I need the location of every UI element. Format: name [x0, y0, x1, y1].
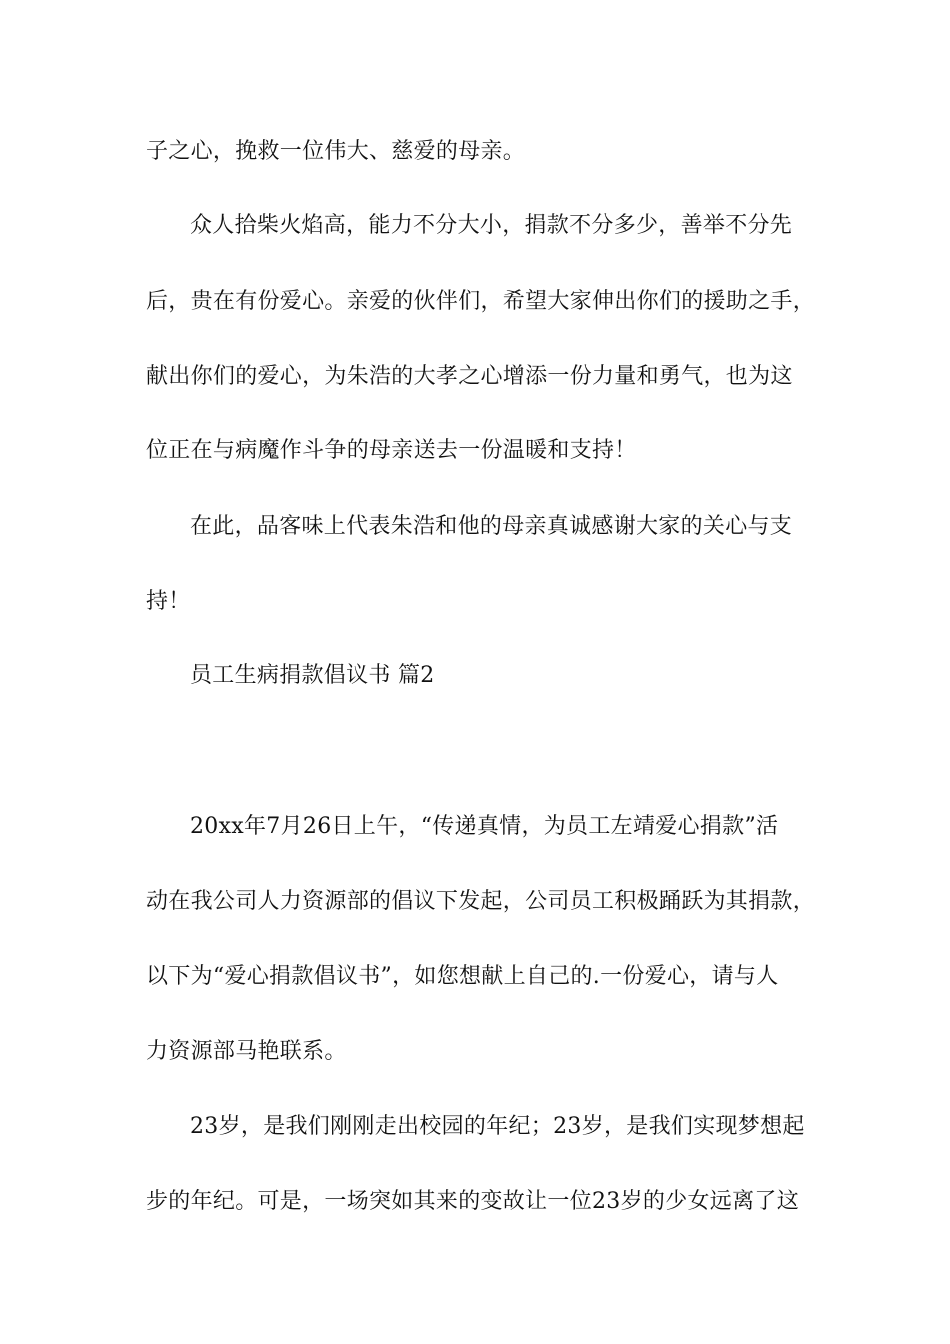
paragraph-line: 献出你们的爱心，为朱浩的大孝之心增添一份力量和勇气，也为这	[146, 364, 793, 389]
paragraph-line: 持！	[146, 589, 191, 614]
paragraph-line: 23岁，是我们刚刚走出校园的年纪；23岁，是我们实现梦想起	[190, 1114, 805, 1139]
paragraph-line: 众人拾柴火焰高，能力不分大小，捐款不分多少，善举不分先	[190, 213, 793, 238]
section-heading: 员工生病捐款倡议书 篇2	[190, 663, 435, 688]
paragraph-line: 在此，品客味上代表朱浩和他的母亲真诚感谢大家的关心与支	[190, 514, 793, 539]
paragraph-line: 位正在与病魔作斗争的母亲送去一份温暖和支持！	[146, 438, 637, 463]
paragraph-line: 后，贵在有份爱心。亲爱的伙伴们，希望大家伸出你们的援助之手，	[146, 289, 816, 314]
paragraph-line: 20xx年7月26日上午，“传递真情，为员工左靖爱心捐款”活	[190, 814, 779, 839]
paragraph-line: 子之心，挽救一位伟大、慈爱的母亲。	[146, 139, 526, 164]
paragraph-line: 动在我公司人力资源部的倡议下发起，公司员工积极踊跃为其捐款，	[146, 889, 816, 914]
paragraph-line: 以下为“爱心捐款倡议书”，如您想献上自己的.一份爱心，请与人	[146, 964, 779, 989]
paragraph-line: 力资源部马艳联系。	[146, 1039, 347, 1064]
paragraph-line: 步的年纪。可是，一场突如其来的变故让一位23岁的少女远离了这	[146, 1189, 799, 1214]
